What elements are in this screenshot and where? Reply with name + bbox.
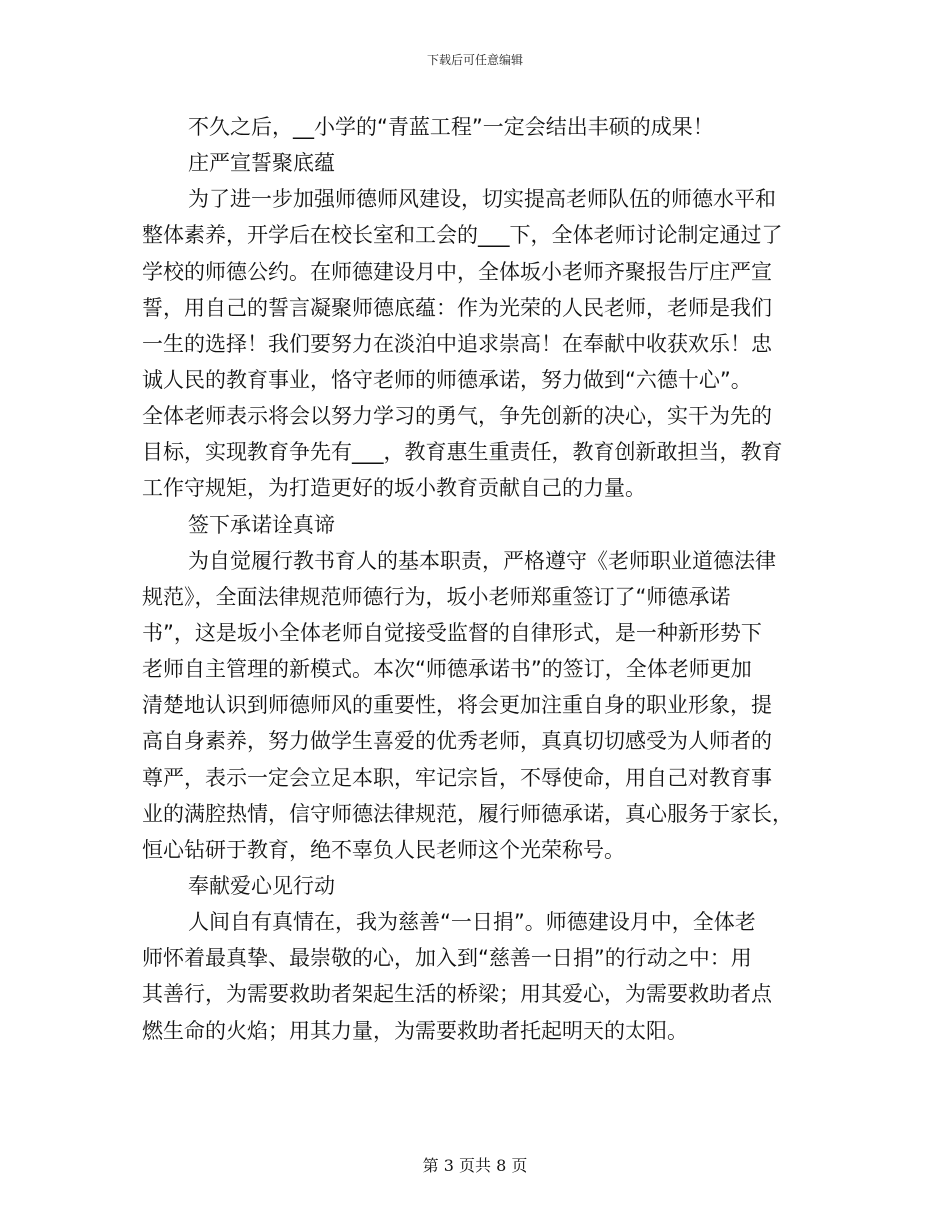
paragraph-line: 为了进一步加强师德师风建设，切实提高老师队伍的师德水平和 [188, 187, 776, 212]
paragraph-line: 人间自有真情在，我为慈善“一日捐”。师德建设月中，全体老 [188, 910, 756, 935]
paragraph-line: 为自觉履行教书育人的基本职责，严格遵守《老师职业道德法律 [188, 548, 776, 573]
paragraph-line: 燃生命的火焰；用其力量，为需要救助者托起明天的太阳。 [142, 1018, 688, 1043]
document-body [142, 109, 808, 1049]
paragraph-line: 目标，实现教育争先有___，教育惠生重责任，教育创新敢担当，教育 [142, 440, 783, 465]
section-heading: 庄严宣誓聚底蕴 [188, 151, 335, 176]
paragraph-line: 学校的师德公约。在师德建设月中，全体坂小老师齐聚报告厅庄严宣 [142, 259, 772, 284]
paragraph-line: 誓，用自己的誓言凝聚师德底蕴：作为光荣的人民老师，老师是我们 [142, 295, 772, 320]
section-heading: 签下承诺诠真谛 [188, 512, 335, 537]
paragraph-line: 整体素养，开学后在校长室和工会的___下，全体老师讨论制定通过了 [142, 223, 783, 248]
paragraph-line: 不久之后，__小学的“青蓝工程”一定会结出丰硕的成果！ [188, 115, 714, 139]
paragraph-line: 老师自主管理的新模式。本次“师德承诺书”的签订，全体老师更加 [142, 657, 752, 682]
paragraph-line: 高自身素养，努力做学生喜爱的优秀老师，真真切切感受为人师者的 [142, 729, 772, 754]
paragraph-line: 书”，这是坂小全体老师自觉接受监督的自律形式，是一种新形势下 [142, 620, 762, 645]
paragraph-line: 诚人民的教育事业，恪守老师的师德承诺，努力做到“六德十心”。 [142, 367, 752, 392]
section-heading: 奉献爱心见行动 [188, 873, 335, 898]
paragraph-line: 工作守规矩，为打造更好的坂小教育贡献自己的力量。 [142, 476, 646, 501]
paragraph-line: 全体老师表示将会以努力学习的勇气，争先创新的决心，实干为先的 [142, 404, 772, 429]
page-header: 下载后可任意编辑 [426, 53, 523, 67]
paragraph-line: 清楚地认识到师德师风的重要性，将会更加注重自身的职业形象，提 [142, 693, 772, 718]
paragraph-line: 其善行，为需要救助者架起生活的桥梁；用其爱心，为需要救助者点 [142, 982, 772, 1007]
paragraph-line: 规范》，全面法律规范师德行为，坂小老师郑重签订了“师德承诺 [142, 584, 731, 609]
paragraph-line: 业的满腔热情，信守师德法律规范，履行师德承诺，真心服务于家长， [142, 801, 793, 826]
paragraph-line: 尊严，表示一定会立足本职，牢记宗旨，不辱使命，用自己对教育事 [142, 765, 772, 790]
page-footer: 第 3 页共 8 页 [422, 1156, 528, 1175]
paragraph-line: 师怀着最真挚、最崇敬的心，加入到“慈善一日捐”的行动之中：用 [142, 946, 752, 971]
paragraph-line: 一生的选择！我们要努力在淡泊中追求崇高！在奉献中收获欢乐！忠 [142, 331, 772, 356]
paragraph-line: 恒心钻研于教育，绝不辜负人民老师这个光荣称号。 [142, 837, 625, 862]
